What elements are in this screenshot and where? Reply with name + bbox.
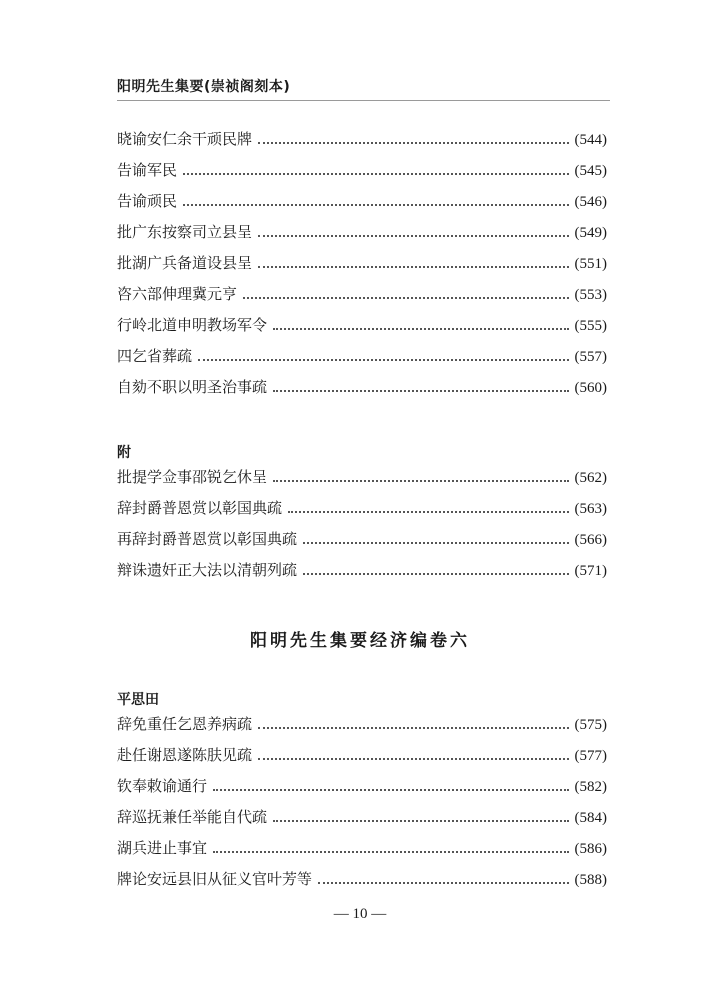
toc-entry-title: 晓谕安仁余干顽民牌	[117, 130, 253, 148]
dot-leader	[258, 142, 568, 144]
book-title: 阳明先生集要(崇祯阁刻本)	[117, 79, 291, 95]
toc-entry	[117, 221, 607, 252]
toc-entry-title: 牌论安远县旧从征义官叶芳等	[117, 870, 313, 888]
toc-entry-title: 辞巡抚兼任举能自代疏	[117, 808, 268, 826]
toc-entry	[117, 744, 607, 775]
toc-entry	[117, 868, 607, 899]
toc-entry-title: 辞封爵普恩赏以彰国典疏	[117, 499, 283, 517]
dot-leader	[183, 204, 568, 206]
toc-entry-title: 批广东按察司立县呈	[117, 223, 253, 241]
toc-entry-title: 湖兵进止事宜	[117, 839, 208, 857]
toc-entry-page: (560)	[574, 380, 607, 396]
toc-entry	[117, 376, 607, 407]
toc-entry-page: (584)	[574, 810, 607, 826]
toc-entry	[117, 128, 607, 159]
toc-entry-page: (562)	[574, 470, 607, 486]
dot-leader	[318, 882, 568, 884]
toc-entry-page: (586)	[574, 841, 607, 857]
dot-leader	[258, 758, 568, 760]
dot-leader	[288, 511, 568, 513]
toc-entry-page: (549)	[574, 225, 607, 241]
toc-entry	[117, 713, 607, 744]
toc-entry-page: (588)	[574, 872, 607, 888]
toc-entry-title: 赴任谢恩遂陈肤见疏	[117, 746, 253, 764]
toc-entry	[117, 345, 607, 376]
toc-entry-page: (545)	[574, 163, 607, 179]
dot-leader	[213, 851, 568, 853]
toc-entry-title: 批提学佥事邵锐乞休呈	[117, 468, 268, 486]
toc-entry	[117, 837, 607, 868]
toc-entry	[117, 775, 607, 806]
toc-entry-page: (566)	[574, 532, 607, 548]
toc-group-pingsitian	[117, 713, 607, 899]
toc-entry	[117, 190, 607, 221]
toc-entry-page: (544)	[574, 132, 607, 148]
toc-entry-title: 批湖广兵备道设县呈	[117, 254, 253, 272]
toc-entry-title: 行岭北道申明教场军令	[117, 316, 268, 334]
toc-entry	[117, 466, 607, 497]
dot-leader	[243, 297, 568, 299]
page-number: — 10 —	[333, 906, 387, 922]
toc-entry-page: (571)	[574, 563, 607, 579]
toc-entry	[117, 252, 607, 283]
section-heading-pingsitian: 平思田	[117, 692, 159, 708]
toc-entry-page: (553)	[574, 287, 607, 303]
dot-leader	[258, 727, 568, 729]
toc-entry-title: 钦奉敕谕通行	[117, 777, 208, 795]
toc-entry	[117, 528, 607, 559]
toc-entry-page: (577)	[574, 748, 607, 764]
toc-entry-title: 告谕军民	[117, 161, 178, 179]
toc-entry	[117, 559, 607, 590]
toc-entry-title: 四乞省葬疏	[117, 347, 193, 365]
toc-entry-page: (555)	[574, 318, 607, 334]
toc-entry-title: 辩诛遗奸正大法以清朝列疏	[117, 561, 298, 579]
dot-leader	[258, 266, 568, 268]
toc-entry-page: (582)	[574, 779, 607, 795]
toc-entry	[117, 497, 607, 528]
dot-leader	[198, 359, 568, 361]
toc-entry-title: 告谕顽民	[117, 192, 178, 210]
toc-group-appendix	[117, 466, 607, 590]
toc-entry	[117, 283, 607, 314]
toc-entry-page: (557)	[574, 349, 607, 365]
dot-leader	[258, 235, 568, 237]
toc-entry-page: (575)	[574, 717, 607, 733]
dot-leader	[273, 820, 568, 822]
toc-entry-title: 辞免重任乞恩养病疏	[117, 715, 253, 733]
running-header	[117, 68, 610, 101]
toc-entry	[117, 314, 607, 345]
dot-leader	[273, 390, 568, 392]
appendix-heading: 附	[117, 445, 131, 461]
dot-leader	[273, 480, 568, 482]
toc-entry	[117, 806, 607, 837]
toc-entry-page: (563)	[574, 501, 607, 517]
dot-leader	[213, 789, 568, 791]
dot-leader	[183, 173, 568, 175]
toc-entry-title: 咨六部伸理冀元亨	[117, 285, 238, 303]
toc-group-1	[117, 128, 607, 407]
toc-entry-page: (551)	[574, 256, 607, 272]
volume-title: 阳明先生集要经济编卷六	[250, 631, 470, 651]
dot-leader	[303, 573, 568, 575]
dot-leader	[303, 542, 568, 544]
toc-entry-page: (546)	[574, 194, 607, 210]
toc-entry	[117, 159, 607, 190]
toc-entry-title: 自劾不职以明圣治事疏	[117, 378, 268, 396]
dot-leader	[273, 328, 568, 330]
toc-entry-title: 再辞封爵普恩赏以彰国典疏	[117, 530, 298, 548]
